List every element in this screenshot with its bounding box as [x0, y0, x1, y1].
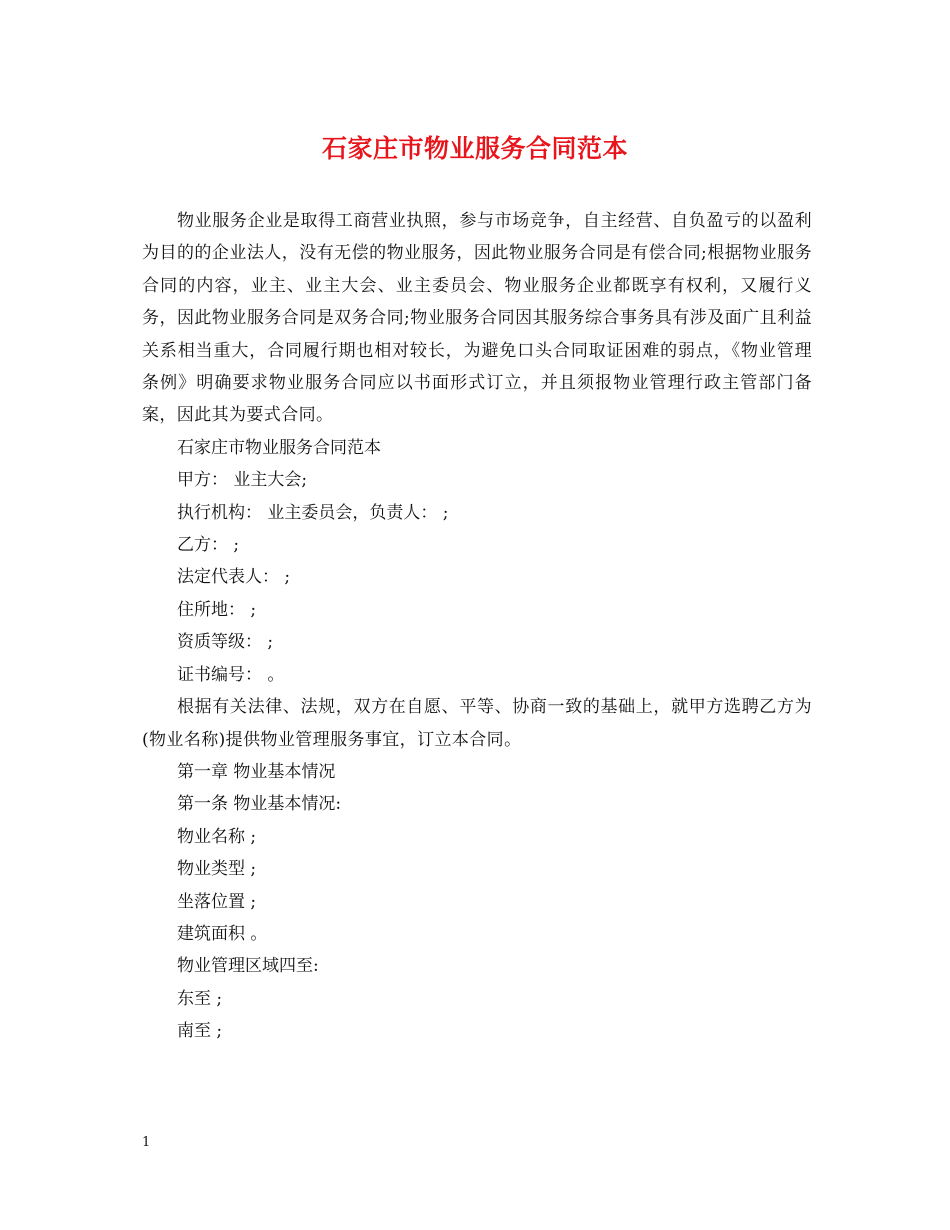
east-boundary-line: 东至 ; — [177, 988, 223, 1009]
article-heading: 第一条 物业基本情况: — [177, 794, 342, 815]
party-b-line: 乙方： ; — [177, 535, 240, 556]
intro-paragraph: 物业服务企业是取得工商营业执照，参与市场竞争，自主经营、自负盈亏的以盈利为目的的企业法人，没有无偿的物业服务，因此物业服务合同是有偿合同;根据物业服务合同的内容，业主、业主大会、业主委员会、物业服务企业都既享有权利，又履行义务，因此物业服务合同是双务合同;物业服务合同因其服务综合事务具有涉及面广且利益关系相当重大，合同履行期也相对较长，为避免口头合同取证困难的弱点，《物业管理条例》明确要求物业服务合同应以书面形式订立，并且须报物业管理行政主管部门备案，因此其为要式合同。 — [142, 211, 812, 426]
location-line: 坐落位置 ; — [177, 891, 257, 912]
page-number: 1 — [142, 1135, 151, 1150]
document-body — [142, 205, 812, 1048]
boundaries-line: 物业管理区域四至: — [177, 956, 319, 977]
certificate-line: 证书编号： 。 — [177, 664, 285, 685]
south-boundary-line: 南至 ; — [177, 1021, 223, 1042]
property-type-line: 物业类型 ; — [177, 859, 257, 880]
legal-representative-line: 法定代表人： ; — [177, 567, 291, 588]
address-line: 住所地： ; — [177, 599, 257, 620]
qualification-line: 资质等级： ; — [177, 632, 274, 653]
property-name-line: 物业名称 ; — [177, 826, 257, 847]
executive-org-line: 执行机构： 业主委员会，负责人： ; — [177, 502, 449, 523]
contract-subtitle: 石家庄市物业服务合同范本 — [177, 437, 381, 458]
floor-area-line: 建筑面积 。 — [177, 923, 268, 944]
document-title: 石家庄市物业服务合同范本 — [321, 134, 628, 163]
chapter-heading: 第一章 物业基本情况 — [177, 761, 336, 782]
basis-paragraph: 根据有关法律、法规，双方在自愿、平等、协商一致的基础上，就甲方选聘乙方为 (物业名称)提供物业管理服务事宜，订立本合同。 — [142, 697, 812, 750]
party-a-line: 甲方： 业主大会; — [177, 470, 308, 491]
